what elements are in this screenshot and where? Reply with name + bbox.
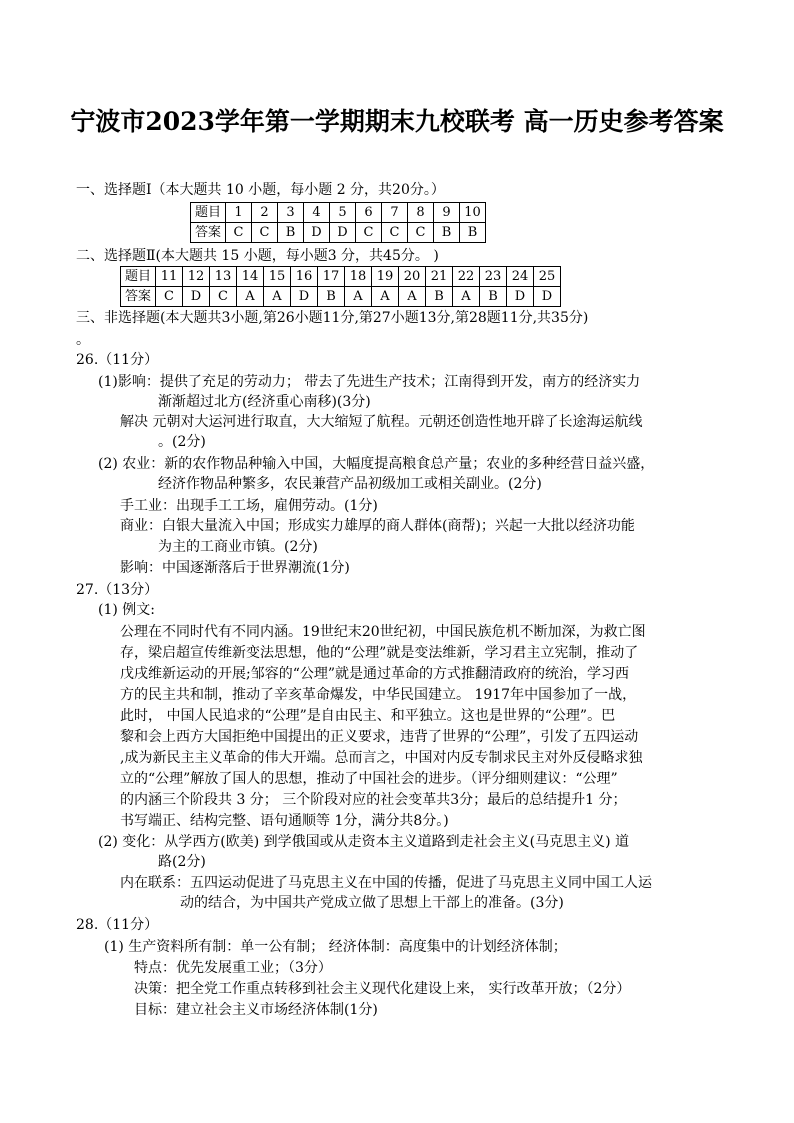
table-question-cell: 20 — [399, 267, 426, 287]
q28-p1-line2: 特点：优先发展重工业；（3分） — [134, 960, 332, 976]
table-question-cell: 23 — [480, 267, 507, 287]
table-answer-cell: A — [264, 287, 291, 307]
table-answer-cell: A — [345, 287, 372, 307]
table-question-cell: 21 — [426, 267, 453, 287]
answer-table-1 — [190, 202, 486, 243]
q27-p2-line2: 路(2分) — [158, 854, 206, 870]
q27-essay-line: 立的“公理”解放了国人的思想，推动了中国社会的进步。（评分细则建议：“公理” — [120, 771, 618, 787]
table-answer-cell: C — [382, 223, 408, 243]
table1-answer-label: 答案 — [191, 223, 226, 243]
q26-p2-line2: 经济作物品种繁多，农民兼营产品初级加工或相关副业。(2分) — [158, 476, 542, 492]
q27-essay-line: 此时， 中国人民追求的“公理”是自由民主、和平独立。这也是世界的“公理”。巴 — [120, 708, 616, 724]
page-title: 宁波市2023学年第一学期期末九校联考 高一历史参考答案 — [70, 107, 724, 136]
q26-p2-line5: 为主的工商业市镇。(2分) — [158, 539, 318, 555]
q28-p1-line3: 决策：把全党工作重点转移到社会主义现代化建设上来， 实行改革开放；（2分） — [134, 981, 631, 997]
table-question-cell: 10 — [460, 203, 486, 223]
q28-p1-line1: (1) 生产资料所有制：单一公有制； 经济体制：高度集中的计划经济体制； — [104, 939, 567, 955]
table-question-cell: 17 — [318, 267, 345, 287]
table-question-cell: 1 — [226, 203, 252, 223]
q27-p2-line4: 动的结合，为中国共产党成立做了思想上干部上的准备。(3分) — [180, 895, 564, 911]
table-answer-cell: A — [399, 287, 426, 307]
q27-number: 27.（13分） — [76, 582, 159, 598]
table-answer-cell: B — [278, 223, 304, 243]
q27-essay-line: 的内涵三个阶段共 3 分； 三个阶段对应的社会变革共3分；最后的总结提升1 分； — [120, 792, 627, 808]
table-answer-cell: D — [304, 223, 330, 243]
table-answer-cell: B — [434, 223, 460, 243]
table-question-cell: 14 — [237, 267, 264, 287]
q26-number: 26.（11分） — [76, 352, 159, 368]
table-answer-cell: A — [237, 287, 264, 307]
q26-p1-line1: (1)影响：提供了充足的劳动力； 带去了先进生产技术；江南得到开发，南方的经济实力 — [98, 374, 641, 390]
table-answer-cell: C — [408, 223, 434, 243]
q27-essay-line: 书写端正、结构完整、语句通顺等 1分，满分共8分。) — [120, 813, 449, 829]
q27-p2-line3: 内在联系：五四运动促进了马克思主义在中国的传播，促进了马克思主义同中国工人运 — [120, 875, 652, 891]
q26-p1-line4: 。(2分) — [158, 434, 206, 450]
table-answer-cell: B — [318, 287, 345, 307]
table-question-cell: 3 — [278, 203, 304, 223]
answer-table-2 — [120, 266, 561, 307]
table-question-cell: 4 — [304, 203, 330, 223]
table-question-cell: 25 — [534, 267, 561, 287]
q27-p2-line1: (2) 变化：从学西方(欧美) 到学俄国或从走资本主义道路到走社会主义(马克思主义) 道 — [98, 834, 630, 850]
section3-heading-tail: 。 — [76, 332, 90, 348]
section2-heading: 二、选择题Ⅱ(本大题共 15 小题，每小题3 分，共45分。 ) — [76, 248, 439, 264]
table-question-cell: 9 — [434, 203, 460, 223]
table-answer-cell: C — [210, 287, 237, 307]
table-answer-cell: B — [426, 287, 453, 307]
section3-heading: 三、非选择题(本大题共3小题,第26小题11分,第27小题13分,第28题11分,共35分) — [76, 310, 589, 326]
table-answer-cell: C — [156, 287, 183, 307]
table-answer-cell: C — [226, 223, 252, 243]
table-question-cell: 5 — [330, 203, 356, 223]
table-answer-cell: B — [480, 287, 507, 307]
table-answer-cell: C — [356, 223, 382, 243]
table-answer-cell: D — [183, 287, 210, 307]
table-question-cell: 2 — [252, 203, 278, 223]
table-answer-cell: D — [330, 223, 356, 243]
q27-essay-line: ,成为新民主主义革命的伟大开端。总而言之，中国对内反专制求民主对外反侵略求独 — [120, 750, 643, 766]
table-answer-cell: D — [507, 287, 534, 307]
table-question-cell: 19 — [372, 267, 399, 287]
q26-p1-line3: 解决 元朝对大运河进行取直，大大缩短了航程。元朝还创造性地开辟了长途海运航线 — [120, 414, 643, 430]
q27-essay-line: 戊戌维新运动的开展;邹容的“公理”就是通过革命的方式推翻清政府的统治，学习西 — [120, 666, 630, 682]
table-question-cell: 12 — [183, 267, 210, 287]
q28-number: 28.（11分） — [76, 917, 159, 933]
table-question-cell: 7 — [382, 203, 408, 223]
q27-p1-label: (1) 例文: — [98, 602, 155, 618]
table2-answer-label: 答案 — [121, 287, 156, 307]
q27-essay-line: 黎和会上西方大国拒绝中国提出的正义要求，违背了世界的“公理”，引发了五四运动 — [120, 729, 639, 745]
q28-p1-line4: 目标：建立社会主义市场经济体制(1分) — [134, 1002, 378, 1018]
table-answer-cell: D — [534, 287, 561, 307]
table-question-cell: 8 — [408, 203, 434, 223]
q27-essay-line: 公理在不同时代有不同内涵。19世纪末20世纪初，中国民族危机不断加深，为救亡图 — [120, 624, 646, 640]
table-question-cell: 18 — [345, 267, 372, 287]
q26-p2-line6: 影响：中国逐渐落后于世界潮流(1分) — [120, 560, 350, 576]
table-answer-cell: B — [460, 223, 486, 243]
table-question-cell: 13 — [210, 267, 237, 287]
q26-p2-line3: 手工业：出现手工工场，雇佣劳动。(1分) — [120, 498, 378, 514]
section1-heading: 一、选择题Ⅰ（本大题共 10 小题，每小题 2 分，共20分。） — [76, 182, 445, 198]
table-question-cell: 22 — [453, 267, 480, 287]
table-question-cell: 11 — [156, 267, 183, 287]
q26-p2-line1: (2) 农业：新的农作物品种输入中国，大幅度提高粮食总产量；农业的多种经营日益兴盛， — [98, 456, 655, 472]
q26-p1-line2: 渐渐超过北方(经济重心南移)(3分) — [158, 394, 371, 410]
table-question-cell: 16 — [291, 267, 318, 287]
table-question-cell: 15 — [264, 267, 291, 287]
q26-p2-line4: 商业：白银大量流入中国；形成实力雄厚的商人群体(商帮)；兴起一大批以经济功能 — [120, 518, 635, 534]
table1-question-label: 题目 — [191, 203, 226, 223]
table2-question-label: 题目 — [121, 267, 156, 287]
table-answer-cell: A — [453, 287, 480, 307]
table-question-cell: 6 — [356, 203, 382, 223]
table-answer-cell: A — [372, 287, 399, 307]
q27-essay-line: 方的民主共和制，推动了辛亥革命爆发，中华民国建立。 1917年中国参加了一战， — [120, 687, 637, 703]
table-question-cell: 24 — [507, 267, 534, 287]
q27-essay-line: 存，梁启超宣传维新变法思想，他的“公理”就是变法维新，学习君主立宪制，推动了 — [120, 645, 639, 661]
table-answer-cell: C — [252, 223, 278, 243]
table-answer-cell: D — [291, 287, 318, 307]
